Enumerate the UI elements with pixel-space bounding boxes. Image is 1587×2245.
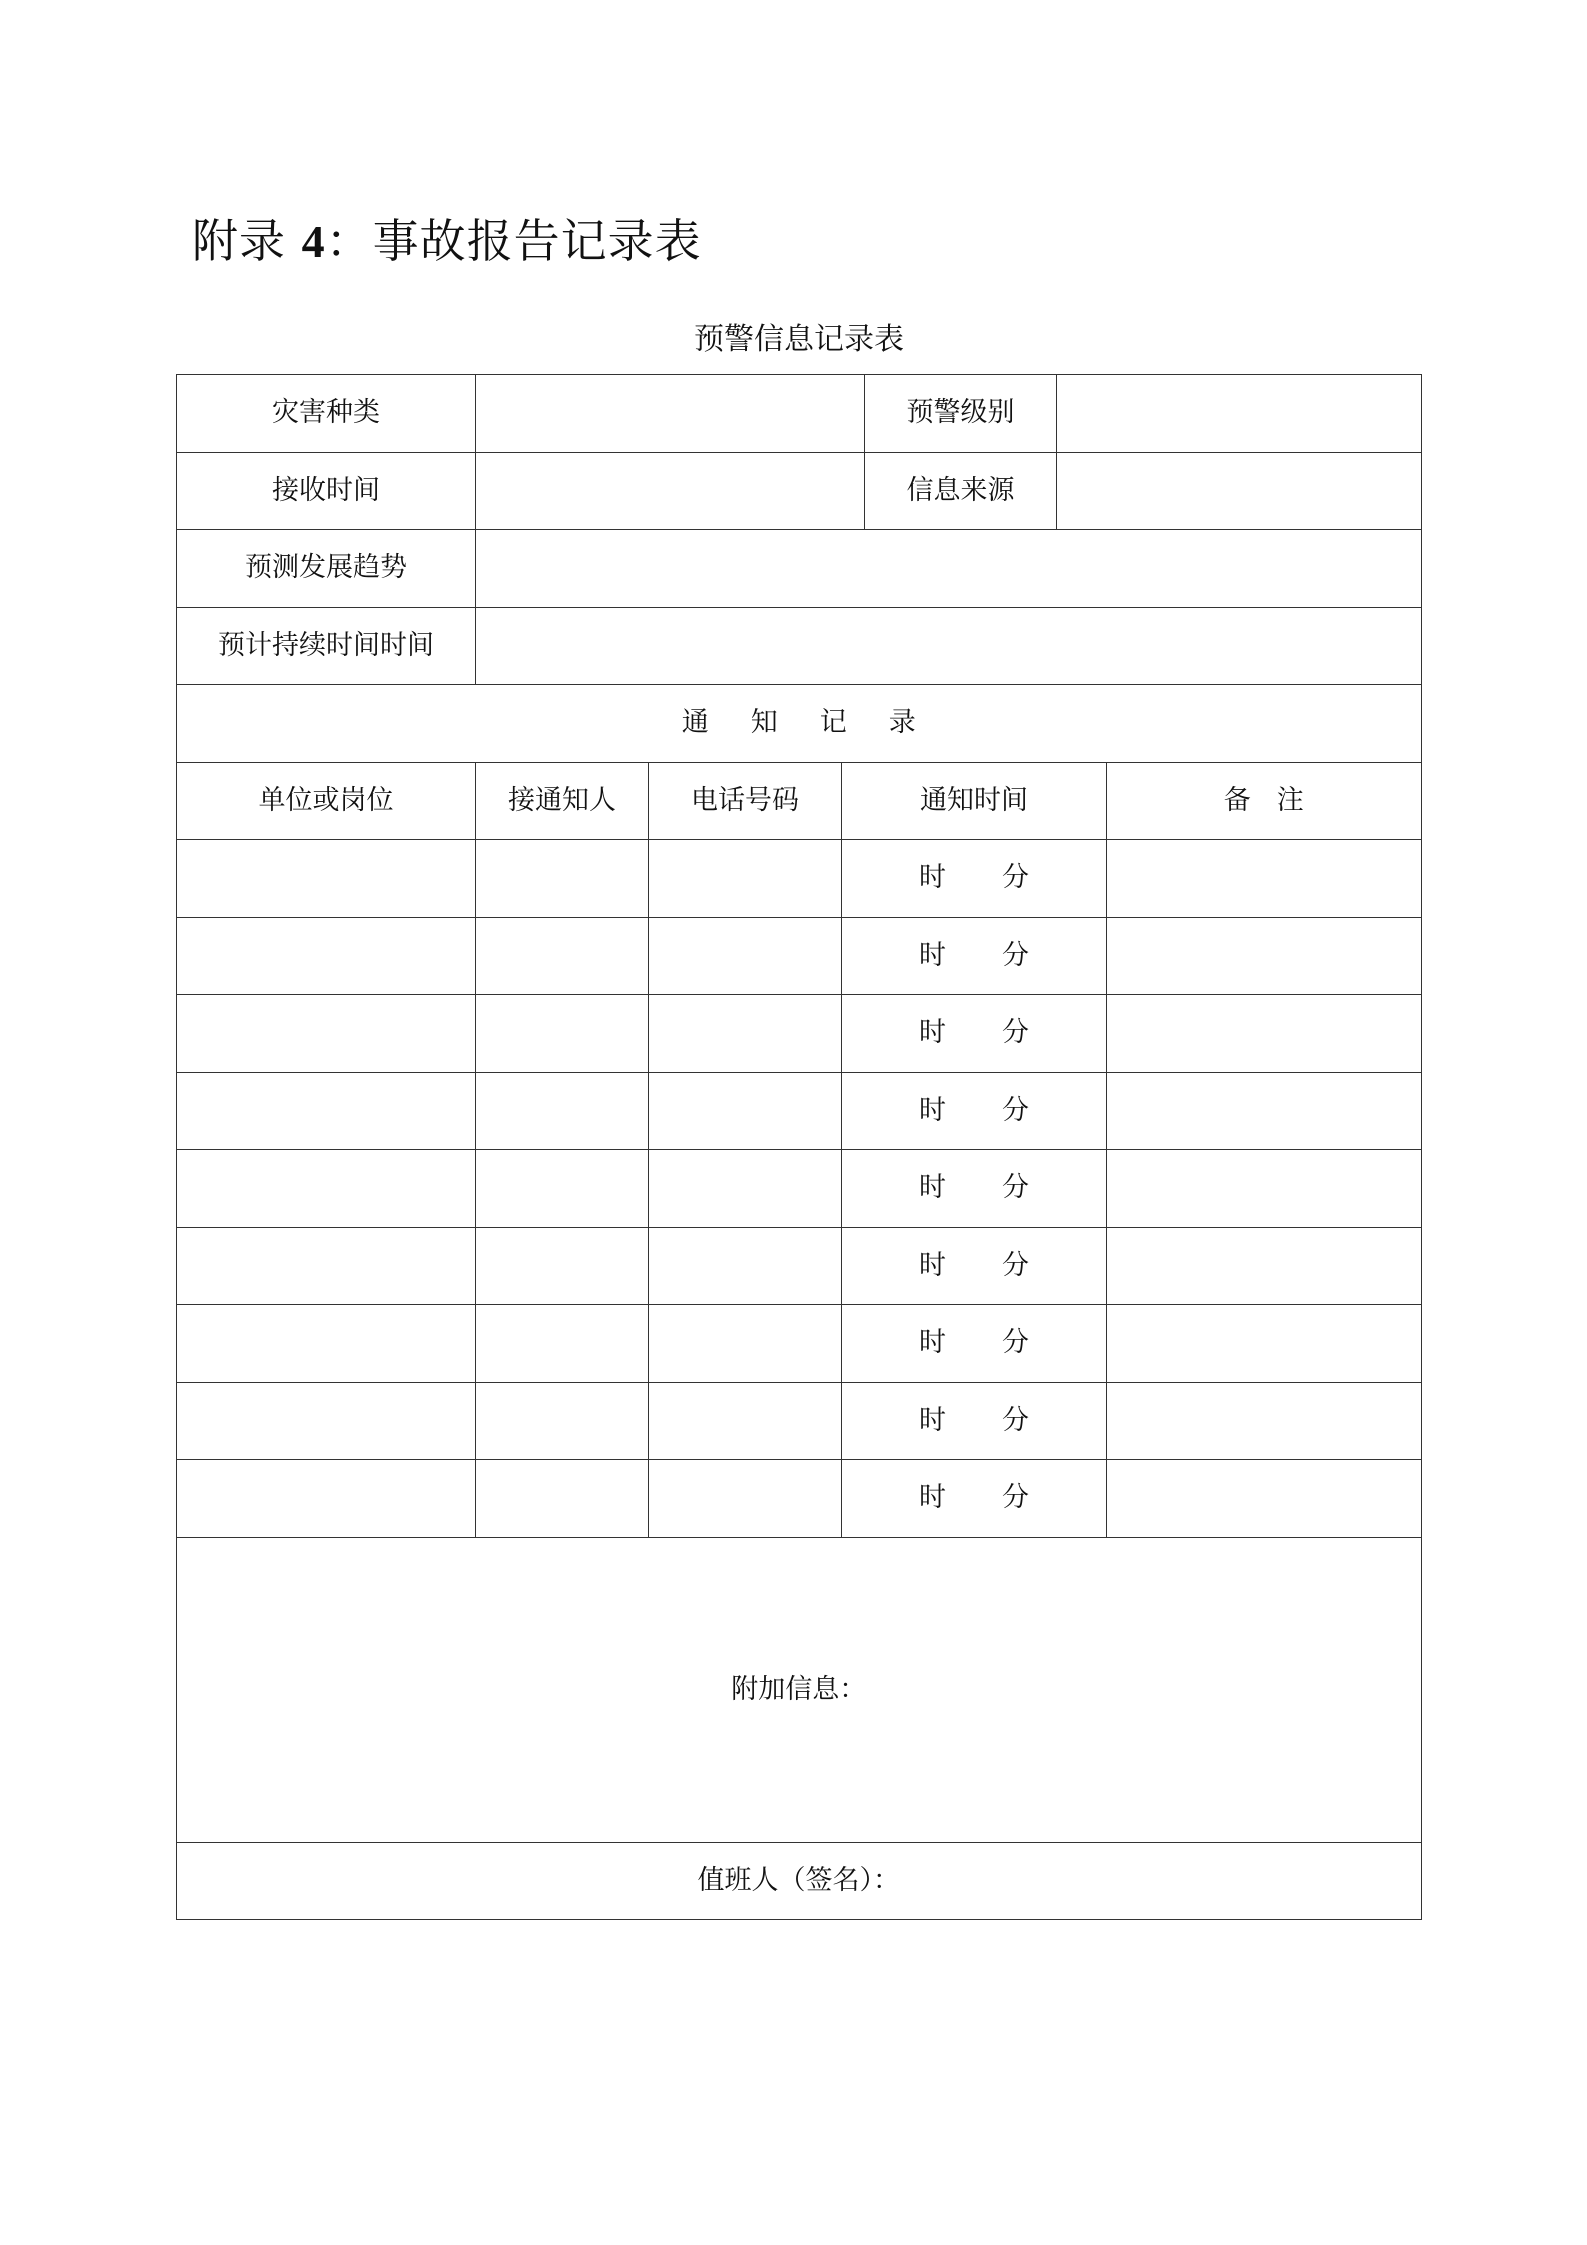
phone-cell[interactable] bbox=[649, 840, 842, 918]
minute-label: 分 bbox=[1002, 1249, 1029, 1281]
hour-label: 时 bbox=[919, 1249, 946, 1281]
receive-time-field[interactable] bbox=[476, 453, 865, 531]
notify-section-label: 通知记录 bbox=[681, 707, 958, 739]
table-row bbox=[176, 1228, 1422, 1306]
disaster-type-label: 灾害种类 bbox=[177, 375, 476, 453]
duty-person-row bbox=[176, 1843, 1422, 1921]
warning-level-field[interactable] bbox=[1057, 375, 1422, 453]
additional-info-row bbox=[176, 1538, 1422, 1843]
remark-cell[interactable] bbox=[1107, 1460, 1422, 1538]
phone-cell[interactable] bbox=[649, 995, 842, 1073]
column-header-phone: 电话号码 bbox=[649, 763, 842, 841]
notify-time-cell[interactable] bbox=[842, 995, 1107, 1073]
hour-label: 时 bbox=[919, 1482, 946, 1514]
heading-number: 4 bbox=[301, 216, 326, 267]
column-header-unit: 单位或岗位 bbox=[177, 763, 476, 841]
column-header-row bbox=[176, 763, 1422, 841]
unit-cell[interactable] bbox=[177, 1073, 476, 1151]
notify-time-cell[interactable] bbox=[842, 1228, 1107, 1306]
warning-record-grid bbox=[176, 374, 1422, 1920]
remark-cell[interactable] bbox=[1107, 1228, 1422, 1306]
unit-cell[interactable] bbox=[177, 995, 476, 1073]
table-row bbox=[176, 1150, 1422, 1228]
column-header-person: 接通知人 bbox=[476, 763, 649, 841]
additional-info-field[interactable] bbox=[177, 1538, 1422, 1843]
receive-time-label: 接收时间 bbox=[177, 453, 476, 531]
phone-cell[interactable] bbox=[649, 1228, 842, 1306]
column-header-notify-time: 通知时间 bbox=[842, 763, 1107, 841]
remark-cell[interactable] bbox=[1107, 1305, 1422, 1383]
notify-time-cell[interactable] bbox=[842, 1383, 1107, 1461]
person-cell[interactable] bbox=[476, 1073, 649, 1151]
table-row bbox=[176, 840, 1422, 918]
notify-time-cell[interactable] bbox=[842, 918, 1107, 996]
person-cell[interactable] bbox=[476, 1383, 649, 1461]
phone-cell[interactable] bbox=[649, 918, 842, 996]
remark-cell[interactable] bbox=[1107, 918, 1422, 996]
person-cell[interactable] bbox=[476, 918, 649, 996]
page-heading bbox=[192, 206, 702, 277]
hour-label: 时 bbox=[919, 1017, 946, 1049]
unit-cell[interactable] bbox=[177, 1305, 476, 1383]
notify-time-cell[interactable] bbox=[842, 1305, 1107, 1383]
minute-label: 分 bbox=[1002, 1404, 1029, 1436]
hour-label: 时 bbox=[919, 939, 946, 971]
info-row-trend bbox=[176, 530, 1422, 608]
person-cell[interactable] bbox=[476, 1460, 649, 1538]
remark-cell[interactable] bbox=[1107, 840, 1422, 918]
minute-label: 分 bbox=[1002, 1094, 1029, 1126]
disaster-type-field[interactable] bbox=[476, 375, 865, 453]
hour-label: 时 bbox=[919, 1404, 946, 1436]
warning-level-label: 预警级别 bbox=[865, 375, 1057, 453]
remark-cell[interactable] bbox=[1107, 1383, 1422, 1461]
minute-label: 分 bbox=[1002, 1327, 1029, 1359]
info-row-receive bbox=[176, 453, 1422, 531]
heading-title: ：事故报告记录表 bbox=[325, 214, 702, 268]
hour-label: 时 bbox=[919, 862, 946, 894]
expected-duration-field[interactable] bbox=[476, 608, 1422, 686]
unit-cell[interactable] bbox=[177, 1228, 476, 1306]
info-row-disaster bbox=[176, 374, 1422, 453]
phone-cell[interactable] bbox=[649, 1460, 842, 1538]
minute-label: 分 bbox=[1002, 1017, 1029, 1049]
phone-cell[interactable] bbox=[649, 1305, 842, 1383]
person-cell[interactable] bbox=[476, 840, 649, 918]
notify-time-cell[interactable] bbox=[842, 1460, 1107, 1538]
phone-cell[interactable] bbox=[649, 1150, 842, 1228]
info-row-duration bbox=[176, 608, 1422, 686]
phone-cell[interactable] bbox=[649, 1383, 842, 1461]
notify-section-row bbox=[176, 685, 1422, 763]
notify-time-cell[interactable] bbox=[842, 840, 1107, 918]
table-row bbox=[176, 1073, 1422, 1151]
minute-label: 分 bbox=[1002, 1482, 1029, 1514]
minute-label: 分 bbox=[1002, 862, 1029, 894]
notify-time-cell[interactable] bbox=[842, 1150, 1107, 1228]
unit-cell[interactable] bbox=[177, 840, 476, 918]
duty-signature-field[interactable] bbox=[177, 1843, 1422, 1921]
table-row bbox=[176, 918, 1422, 996]
expected-duration-label: 预计持续时间时间 bbox=[177, 608, 476, 686]
info-source-label: 信息来源 bbox=[865, 453, 1057, 531]
table-row bbox=[176, 1460, 1422, 1538]
remark-cell[interactable] bbox=[1107, 1073, 1422, 1151]
table-row bbox=[176, 1305, 1422, 1383]
hour-label: 时 bbox=[919, 1172, 946, 1204]
heading-prefix: 附录 bbox=[192, 214, 286, 268]
unit-cell[interactable] bbox=[177, 918, 476, 996]
person-cell[interactable] bbox=[476, 1150, 649, 1228]
hour-label: 时 bbox=[919, 1094, 946, 1126]
phone-cell[interactable] bbox=[649, 1073, 842, 1151]
notify-time-cell[interactable] bbox=[842, 1073, 1107, 1151]
forecast-trend-field[interactable] bbox=[476, 530, 1422, 608]
person-cell[interactable] bbox=[476, 1305, 649, 1383]
table-row bbox=[176, 995, 1422, 1073]
unit-cell[interactable] bbox=[177, 1150, 476, 1228]
unit-cell[interactable] bbox=[177, 1383, 476, 1461]
minute-label: 分 bbox=[1002, 939, 1029, 971]
column-header-remark: 备注 bbox=[1223, 784, 1330, 816]
remark-cell[interactable] bbox=[1107, 995, 1422, 1073]
hour-label: 时 bbox=[919, 1327, 946, 1359]
additional-info-label: 附加信息： bbox=[731, 1673, 867, 1705]
info-source-field[interactable] bbox=[1057, 453, 1422, 531]
person-cell[interactable] bbox=[476, 1228, 649, 1306]
person-cell[interactable] bbox=[476, 995, 649, 1073]
minute-label: 分 bbox=[1002, 1172, 1029, 1204]
table-row bbox=[176, 1383, 1422, 1461]
table-title: 预警信息记录表 bbox=[694, 322, 904, 357]
unit-cell[interactable] bbox=[177, 1460, 476, 1538]
remark-cell[interactable] bbox=[1107, 1150, 1422, 1228]
forecast-trend-label: 预测发展趋势 bbox=[177, 530, 476, 608]
duty-person-label: 值班人（签名）： bbox=[697, 1864, 900, 1896]
